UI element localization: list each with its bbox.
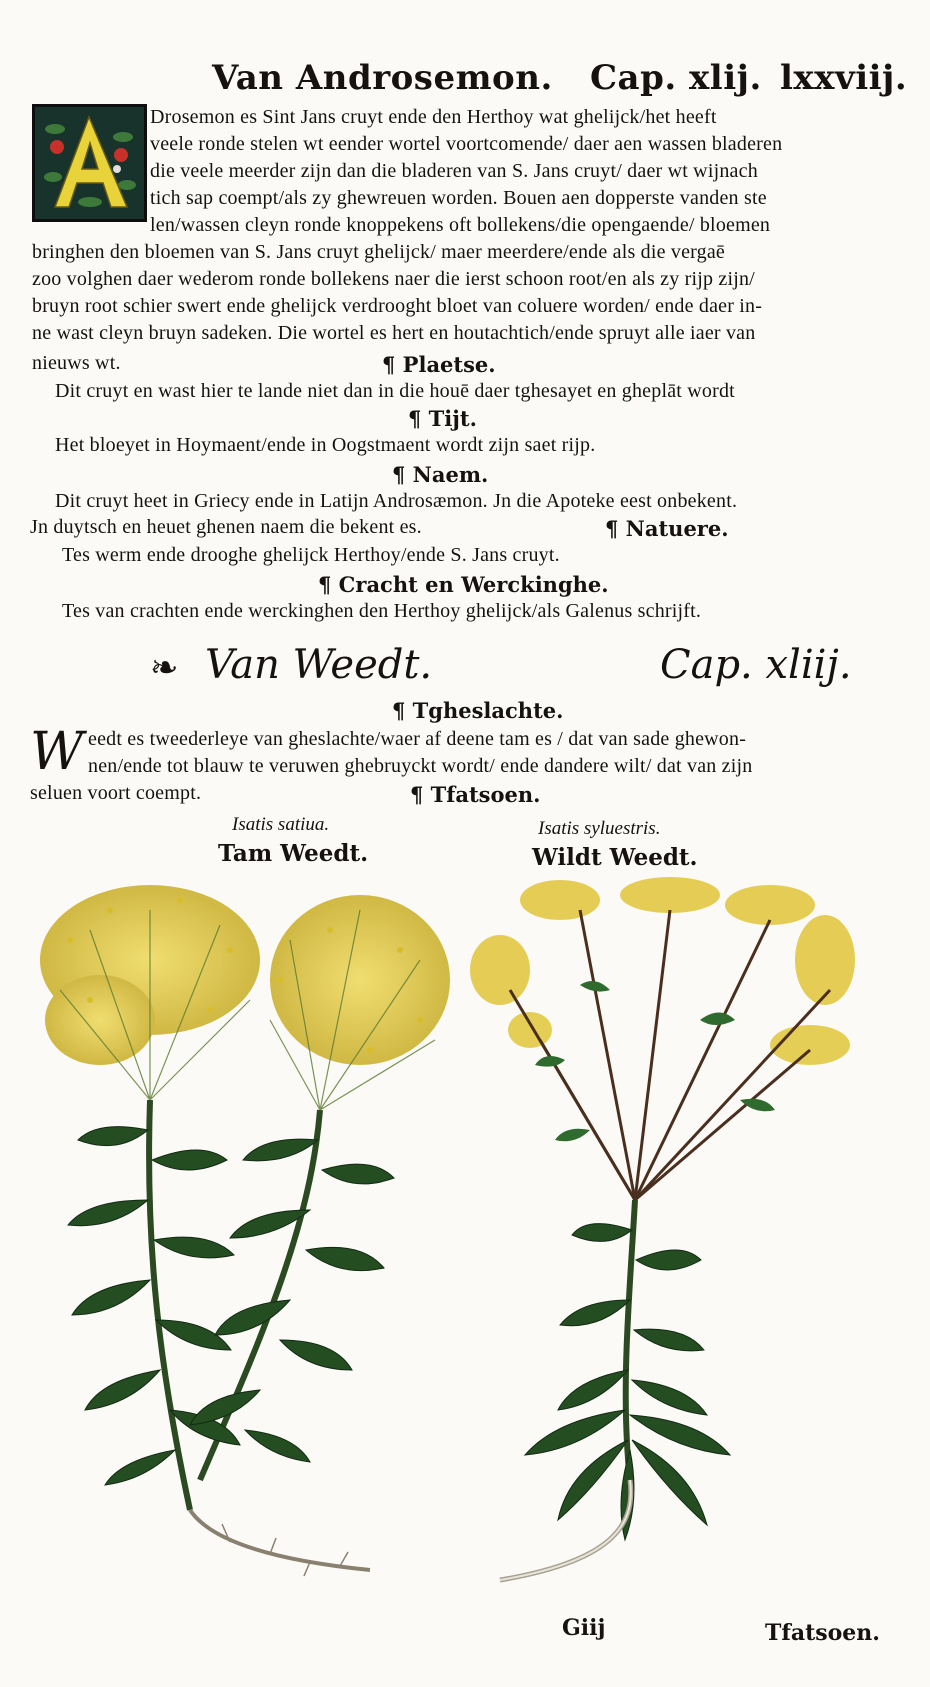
plant-1-latin: Isatis satiua. — [232, 814, 330, 835]
heading-gheslachte: ¶ Tgheslachte. — [392, 698, 564, 723]
decorated-initial — [32, 104, 147, 222]
body-line-10: nieuws wt. — [32, 352, 121, 374]
body-line-2: veele ronde stelen wt eender wortel voortcomende/ daer aen wassen bladeren — [150, 133, 783, 155]
plant-1-name: Tam Weedt. — [218, 840, 369, 867]
body-line-4: tich sap coempt/als zy ghewreuen worden. Bouen aen dopperste vanden ste — [150, 187, 767, 209]
plant-illustration-tam-weedt — [30, 870, 450, 1590]
heading-naem: ¶ Naem. — [392, 462, 489, 487]
body-line-6: bringhen den bloemen van S. Jans cruyt ghelijck/ maer meerdere/ende als die vergaē — [32, 241, 726, 263]
body-line-3: die veele meerder zijn dan die bladeren van S. Jans cruyt/ daer wt wijnach — [150, 160, 758, 182]
signature-mark: Giij — [562, 1615, 606, 1641]
tijt-text: Het bloeyet in Hoymaent/ende in Oogstmaent wordt zijn saet rijp. — [55, 434, 596, 456]
body-line-8: bruyn root schier swert ende ghelijck verdrooght bloet van coluere worden/ ende daer in- — [32, 295, 763, 317]
body-line-7: zoo volghen daer wederom ronde bollekens naer die ierst schoon root/en als zy rijp zijn/ — [32, 268, 755, 290]
heading-fatsoen: ¶ Tfatsoen. — [410, 782, 541, 807]
chapter2-title: Van Weedt. — [205, 642, 433, 688]
naem-text-1: Dit cruyt heet in Griecy ende in Latijn Androsæmon. Jn die Apoteke eest onbekent. — [55, 490, 738, 512]
plant-illustration-wildt-weedt — [470, 870, 890, 1590]
natuere-text: Tes werm ende drooghe ghelijck Herthoy/ende S. Jans cruyt. — [62, 544, 560, 566]
fleuron-icon: ❧ — [150, 650, 179, 687]
flower-cluster-icon — [40, 885, 450, 1065]
heading-natuere: ¶ Natuere. — [605, 516, 729, 541]
body-line-9: ne wast cleyn bruyn sadeken. Die wortel es hert en houtachtich/ende spruyt alle iaer van — [32, 322, 756, 344]
pilcrow-icon: ¶ — [392, 698, 413, 723]
pilcrow-icon: ¶ — [382, 352, 403, 377]
pilcrow-icon: ¶ — [318, 572, 339, 597]
catchword: Tfatsoen. — [765, 1620, 880, 1646]
pilcrow-icon: ¶ — [605, 516, 626, 541]
gheslachte-line-1: eedt es tweederleye van gheslachte/waer af deene tam es / dat van sade ghewon- — [88, 728, 747, 750]
gheslachte-line-2: nen/ende tot blauw te veruwen ghebruyckt wordt/ ende dandere wilt/ dat van zijn — [88, 755, 753, 777]
folio-number: lxxviij. — [780, 58, 908, 98]
plant-2-latin: Isatis syluestris. — [538, 818, 661, 839]
plant-2-name: Wildt Weedt. — [532, 844, 698, 871]
running-title: Van Androsemon. — [212, 58, 553, 98]
pilcrow-icon: ¶ — [410, 782, 431, 807]
body-line-1: Drosemon es Sint Jans cruyt ende den Herthoy wat ghelijck/het heeft — [150, 106, 717, 128]
pilcrow-icon: ¶ — [408, 406, 429, 431]
cracht-text: Tes van crachten ende werckinghen den Herthoy ghelijck/als Galenus schrijft. — [62, 600, 702, 622]
gheslachte-line-3: seluen voort coempt. — [30, 782, 202, 804]
heading-tijt: ¶ Tijt. — [408, 406, 477, 431]
pilcrow-icon: ¶ — [392, 462, 413, 487]
body-line-5: len/wassen cleyn ronde knoppekens oft bollekens/die opengaende/ bloemen — [150, 214, 771, 236]
heading-plaetse: ¶ Plaetse. — [382, 352, 496, 377]
chapter-number: Cap. xlij. — [590, 58, 762, 98]
plaetse-text: Dit cruyt en wast hier te lande niet dan in die houē daer tghesayet en gheplāt wordt — [55, 380, 735, 402]
initial-w: W — [30, 722, 84, 782]
heading-cracht: ¶ Cracht en Werckinghe. — [318, 572, 609, 597]
naem-text-2: Jn duytsch en heuet ghenen naem die bekent es. — [30, 516, 422, 538]
initial-ornament-icon — [35, 107, 144, 219]
chapter2-number: Cap. xliij. — [660, 642, 852, 688]
